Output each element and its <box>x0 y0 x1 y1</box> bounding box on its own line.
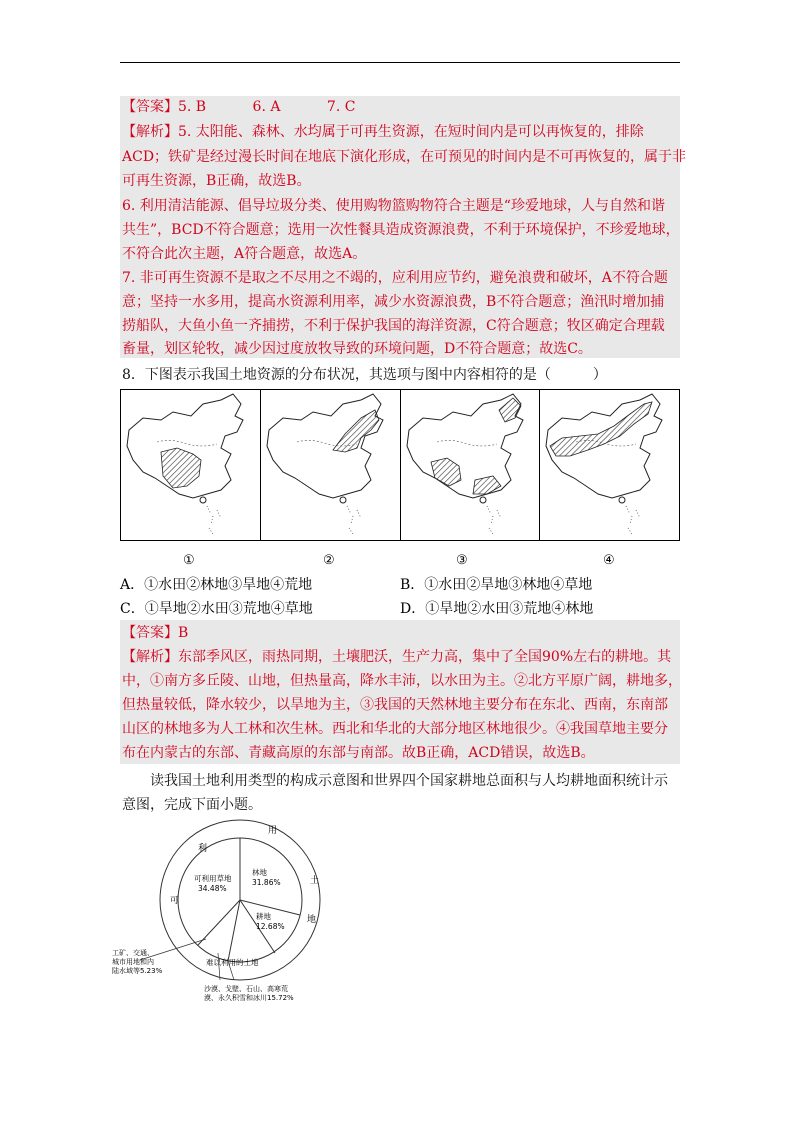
industry-label-1: 工矿、交通、 <box>112 949 154 957</box>
desert-label-2: 漠、永久积雪和冰川15.72% <box>204 994 294 1002</box>
intro-line: 意图，完成下面小题。 <box>122 797 262 813</box>
analysis1-line: 不符合此次主题，A符合题意，故选A。 <box>122 246 367 262</box>
map-panel-3 <box>401 390 541 540</box>
china-map-forest <box>401 390 540 540</box>
industry-label-2: 城市用地和内 <box>112 958 154 966</box>
analysis1-line: 7. 非可再生资源不是取之不尽用之不竭的，应利用应节约，避免浪费和破坏，A不符合题 <box>122 270 668 286</box>
map-panel-row <box>120 389 680 541</box>
industry-label-3: 陆水域等5.23% <box>112 967 163 975</box>
analysis1-line: 意；坚持一水多用，提高水资源利用率，减少水资源浪费，B不符合题意；渔汛时增加捕 <box>122 294 665 310</box>
analysis1-line: ACD；铁矿是经过漫长时间在地底下演化形成，在可预见的时间内是不可再恢复的，属于非 <box>122 149 687 165</box>
map-label-2: ② <box>323 553 335 568</box>
answer-label: 【答案】 <box>122 625 178 641</box>
farm-pct: 12.68% <box>256 922 285 931</box>
analysis2-line: 山区的林地多为人工林和次生林。西北和华北的大部分地区林地很少。④我国草地主要分 <box>122 721 668 737</box>
intro-line: 读我国土地利用类型的构成示意图和世界四个国家耕地总面积与人均耕地面积统计示 <box>122 773 668 789</box>
answer-label: 【答案】 <box>122 99 178 115</box>
map-label-4: ④ <box>603 553 615 568</box>
farm-label: 耕地 <box>256 912 271 921</box>
answer-text: B <box>178 625 189 641</box>
grass-pct: 34.48% <box>198 884 227 893</box>
ring-char: 土 <box>310 876 320 886</box>
desert-label-1: 沙漠、戈壁、石山、高寒荒 <box>204 985 288 993</box>
analysis2-line: 但热量较低，降水较少，以旱地为主，③我国的天然林地主要分布在东北、西南，东南部 <box>122 697 668 713</box>
map-panel-2 <box>261 390 401 540</box>
china-map-grassland <box>540 390 679 540</box>
option-a: A．①水田②林地③旱地④荒地 <box>120 577 313 593</box>
map-label-1: ① <box>183 553 195 568</box>
analysis1-line: 畜量，划区轮牧，减少因过度放牧导致的环境问题，D不符合题意；故选C。 <box>122 341 592 357</box>
map-label-3: ③ <box>456 553 468 568</box>
question-stem: 8．下图表示我国土地资源的分布状况，其选项与图中内容相符的是（ ） <box>122 367 607 383</box>
analysis1-line: 【解析】5. 太阳能、森林、水均属于可再生资源，在短时间内是可以再恢复的，排除 <box>122 124 644 140</box>
answer-text: 5. B 6. A 7. C <box>178 99 356 115</box>
ring-char: 可 <box>170 896 180 906</box>
answer-line-2 <box>122 622 188 644</box>
answer-line-1 <box>122 96 355 118</box>
analysis1-line: 捞船队，大鱼小鱼一齐捕捞，不利于保护我国的海洋资源，C符合题意；牧区确定合理载 <box>122 318 665 334</box>
map-panel-1 <box>121 390 261 540</box>
forest-pct: 31.86% <box>252 878 281 887</box>
grass-label: 可利用草地 <box>194 874 232 883</box>
analysis1-line: 可再生资源，B正确，故选B。 <box>122 173 311 189</box>
hard-land-label: 难以利用的土地 <box>206 958 259 967</box>
header-rule <box>120 62 680 63</box>
ring-char: 利 <box>198 844 208 854</box>
ring-char: 地 <box>307 915 317 925</box>
china-map-dryland <box>261 390 400 540</box>
china-map-paddy <box>121 390 260 540</box>
option-d: D．①旱地②水田③荒地④林地 <box>400 601 594 617</box>
analysis2-line: 中，①南方多丘陵、山地，但热量高，降水丰沛，以水田为主。②北方平原广阔，耕地多， <box>122 673 682 689</box>
analysis2-line: 布在内蒙古的东部、青藏高原的东部与南部。故B正确，ACD错误，故选B。 <box>122 745 595 761</box>
map-panel-4 <box>540 390 679 540</box>
option-c: C．①旱地②水田③荒地④草地 <box>120 601 313 617</box>
land-use-ring-diagram <box>110 815 370 1015</box>
analysis2-line: 【解析】东部季风区，雨热同期，土壤肥沃，生产力高，集中了全国90%左右的耕地。其 <box>122 649 672 665</box>
ring-char: 用 <box>268 826 278 836</box>
forest-label: 林地 <box>252 868 267 877</box>
analysis1-line: 共生”，BCD不符合题意；选用一次性餐具造成资源浪费，不利于环境保护，不珍爱地球， <box>122 222 680 238</box>
analysis1-line: 6. 利用清洁能源、倡导垃圾分类、使用购物篮购物符合主题是“珍爱地球，人与自然和谐 <box>122 198 665 214</box>
option-b: B．①水田②旱地③林地④草地 <box>400 577 593 593</box>
